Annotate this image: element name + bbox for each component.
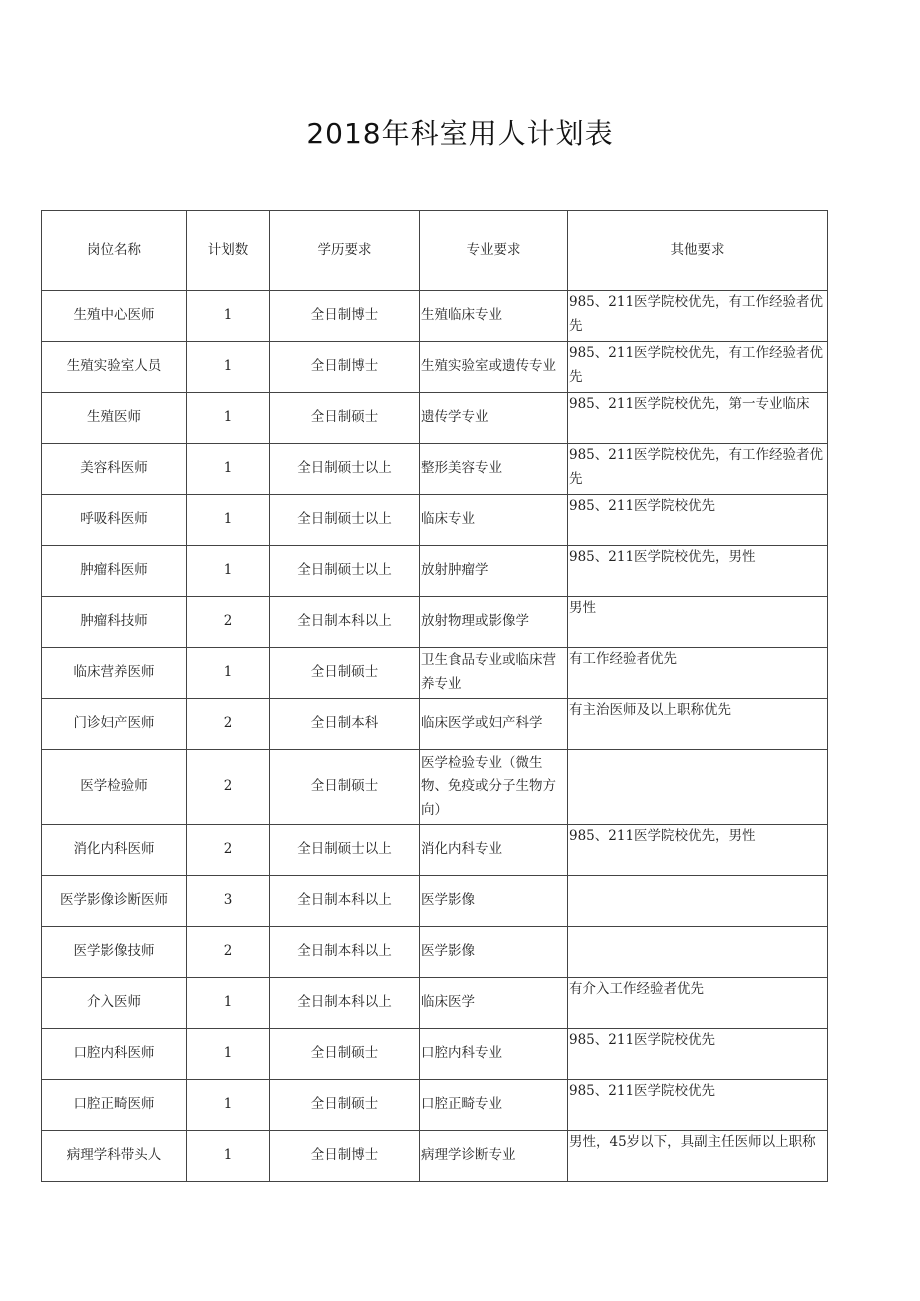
cell-major: 医学影像 <box>420 876 568 927</box>
cell-position: 医学影像诊断医师 <box>42 876 187 927</box>
cell-education: 全日制硕士以上 <box>270 546 420 597</box>
table-row <box>42 342 828 393</box>
cell-other: 男性 <box>568 597 828 648</box>
cell-count: 2 <box>187 597 270 648</box>
cell-other <box>568 927 828 978</box>
table-row <box>42 291 828 342</box>
cell-major: 临床医学 <box>420 978 568 1029</box>
cell-major: 医学影像 <box>420 927 568 978</box>
cell-position: 生殖中心医师 <box>42 291 187 342</box>
cell-other: 985、211医学院校优先，有工作经验者优先 <box>568 342 828 393</box>
cell-position: 生殖实验室人员 <box>42 342 187 393</box>
cell-count: 1 <box>187 1080 270 1131</box>
table-row <box>42 750 828 825</box>
table-row <box>42 1029 828 1080</box>
cell-major: 消化内科专业 <box>420 825 568 876</box>
cell-other <box>568 750 828 825</box>
cell-education: 全日制硕士 <box>270 1029 420 1080</box>
header-education: 学历要求 <box>270 211 420 291</box>
cell-other: 985、211医学院校优先，有工作经验者优先 <box>568 444 828 495</box>
table-header-row <box>42 211 828 291</box>
cell-position: 口腔正畸医师 <box>42 1080 187 1131</box>
cell-position: 门诊妇产医师 <box>42 699 187 750</box>
table-row <box>42 1131 828 1182</box>
cell-major: 放射肿瘤学 <box>420 546 568 597</box>
cell-education: 全日制硕士以上 <box>270 495 420 546</box>
cell-education: 全日制硕士以上 <box>270 444 420 495</box>
page-title: 2018年科室用人计划表 <box>306 117 614 150</box>
cell-count: 1 <box>187 291 270 342</box>
cell-count: 1 <box>187 495 270 546</box>
cell-count: 1 <box>187 393 270 444</box>
cell-education: 全日制本科以上 <box>270 978 420 1029</box>
cell-position: 病理学科带头人 <box>42 1131 187 1182</box>
cell-major: 卫生食品专业或临床营养专业 <box>420 648 568 699</box>
cell-other <box>568 876 828 927</box>
cell-other: 985、211医学院校优先 <box>568 1080 828 1131</box>
cell-major: 生殖临床专业 <box>420 291 568 342</box>
cell-count: 1 <box>187 1131 270 1182</box>
cell-major: 口腔正畸专业 <box>420 1080 568 1131</box>
cell-count: 1 <box>187 444 270 495</box>
table-row <box>42 978 828 1029</box>
cell-education: 全日制硕士以上 <box>270 825 420 876</box>
cell-major: 病理学诊断专业 <box>420 1131 568 1182</box>
cell-education: 全日制硕士 <box>270 648 420 699</box>
cell-other: 985、211医学院校优先，有工作经验者优先 <box>568 291 828 342</box>
cell-count: 2 <box>187 750 270 825</box>
cell-education: 全日制博士 <box>270 291 420 342</box>
cell-major: 整形美容专业 <box>420 444 568 495</box>
cell-other: 985、211医学院校优先，男性 <box>568 546 828 597</box>
cell-other: 有工作经验者优先 <box>568 648 828 699</box>
cell-other: 有主治医师及以上职称优先 <box>568 699 828 750</box>
header-major: 专业要求 <box>420 211 568 291</box>
table-row <box>42 1080 828 1131</box>
header-position: 岗位名称 <box>42 211 187 291</box>
cell-education: 全日制本科以上 <box>270 597 420 648</box>
table-row <box>42 495 828 546</box>
cell-position: 美容科医师 <box>42 444 187 495</box>
cell-other: 985、211医学院校优先，第一专业临床 <box>568 393 828 444</box>
cell-position: 介入医师 <box>42 978 187 1029</box>
cell-other: 985、211医学院校优先 <box>568 495 828 546</box>
cell-major: 遗传学专业 <box>420 393 568 444</box>
cell-position: 医学检验师 <box>42 750 187 825</box>
cell-count: 1 <box>187 546 270 597</box>
cell-major: 放射物理或影像学 <box>420 597 568 648</box>
table-row <box>42 648 828 699</box>
cell-count: 1 <box>187 1029 270 1080</box>
cell-count: 3 <box>187 876 270 927</box>
cell-education: 全日制本科 <box>270 699 420 750</box>
cell-position: 肿瘤科医师 <box>42 546 187 597</box>
table-row <box>42 393 828 444</box>
cell-other: 有介入工作经验者优先 <box>568 978 828 1029</box>
cell-count: 2 <box>187 825 270 876</box>
cell-other: 男性，45岁以下，具副主任医师以上职称 <box>568 1131 828 1182</box>
cell-other: 985、211医学院校优先 <box>568 1029 828 1080</box>
cell-major: 生殖实验室或遗传专业 <box>420 342 568 393</box>
table-row <box>42 825 828 876</box>
table-row <box>42 699 828 750</box>
cell-position: 消化内科医师 <box>42 825 187 876</box>
cell-education: 全日制硕士 <box>270 1080 420 1131</box>
cell-count: 2 <box>187 699 270 750</box>
cell-other: 985、211医学院校优先，男性 <box>568 825 828 876</box>
cell-position: 生殖医师 <box>42 393 187 444</box>
cell-position: 肿瘤科技师 <box>42 597 187 648</box>
staffing-plan-table <box>41 210 828 1182</box>
cell-count: 1 <box>187 342 270 393</box>
cell-count: 1 <box>187 978 270 1029</box>
cell-major: 临床专业 <box>420 495 568 546</box>
cell-education: 全日制硕士 <box>270 393 420 444</box>
cell-position: 呼吸科医师 <box>42 495 187 546</box>
table-row <box>42 876 828 927</box>
table-row <box>42 927 828 978</box>
cell-education: 全日制博士 <box>270 342 420 393</box>
cell-major: 医学检验专业（微生物、免疫或分子生物方向） <box>420 750 568 825</box>
cell-position: 医学影像技师 <box>42 927 187 978</box>
table-row <box>42 546 828 597</box>
cell-major: 口腔内科专业 <box>420 1029 568 1080</box>
cell-count: 1 <box>187 648 270 699</box>
header-other: 其他要求 <box>568 211 828 291</box>
cell-position: 口腔内科医师 <box>42 1029 187 1080</box>
header-count: 计划数 <box>187 211 270 291</box>
table-row <box>42 444 828 495</box>
cell-education: 全日制博士 <box>270 1131 420 1182</box>
table-row <box>42 597 828 648</box>
cell-education: 全日制本科以上 <box>270 927 420 978</box>
cell-education: 全日制本科以上 <box>270 876 420 927</box>
cell-position: 临床营养医师 <box>42 648 187 699</box>
cell-education: 全日制硕士 <box>270 750 420 825</box>
cell-count: 2 <box>187 927 270 978</box>
cell-major: 临床医学或妇产科学 <box>420 699 568 750</box>
